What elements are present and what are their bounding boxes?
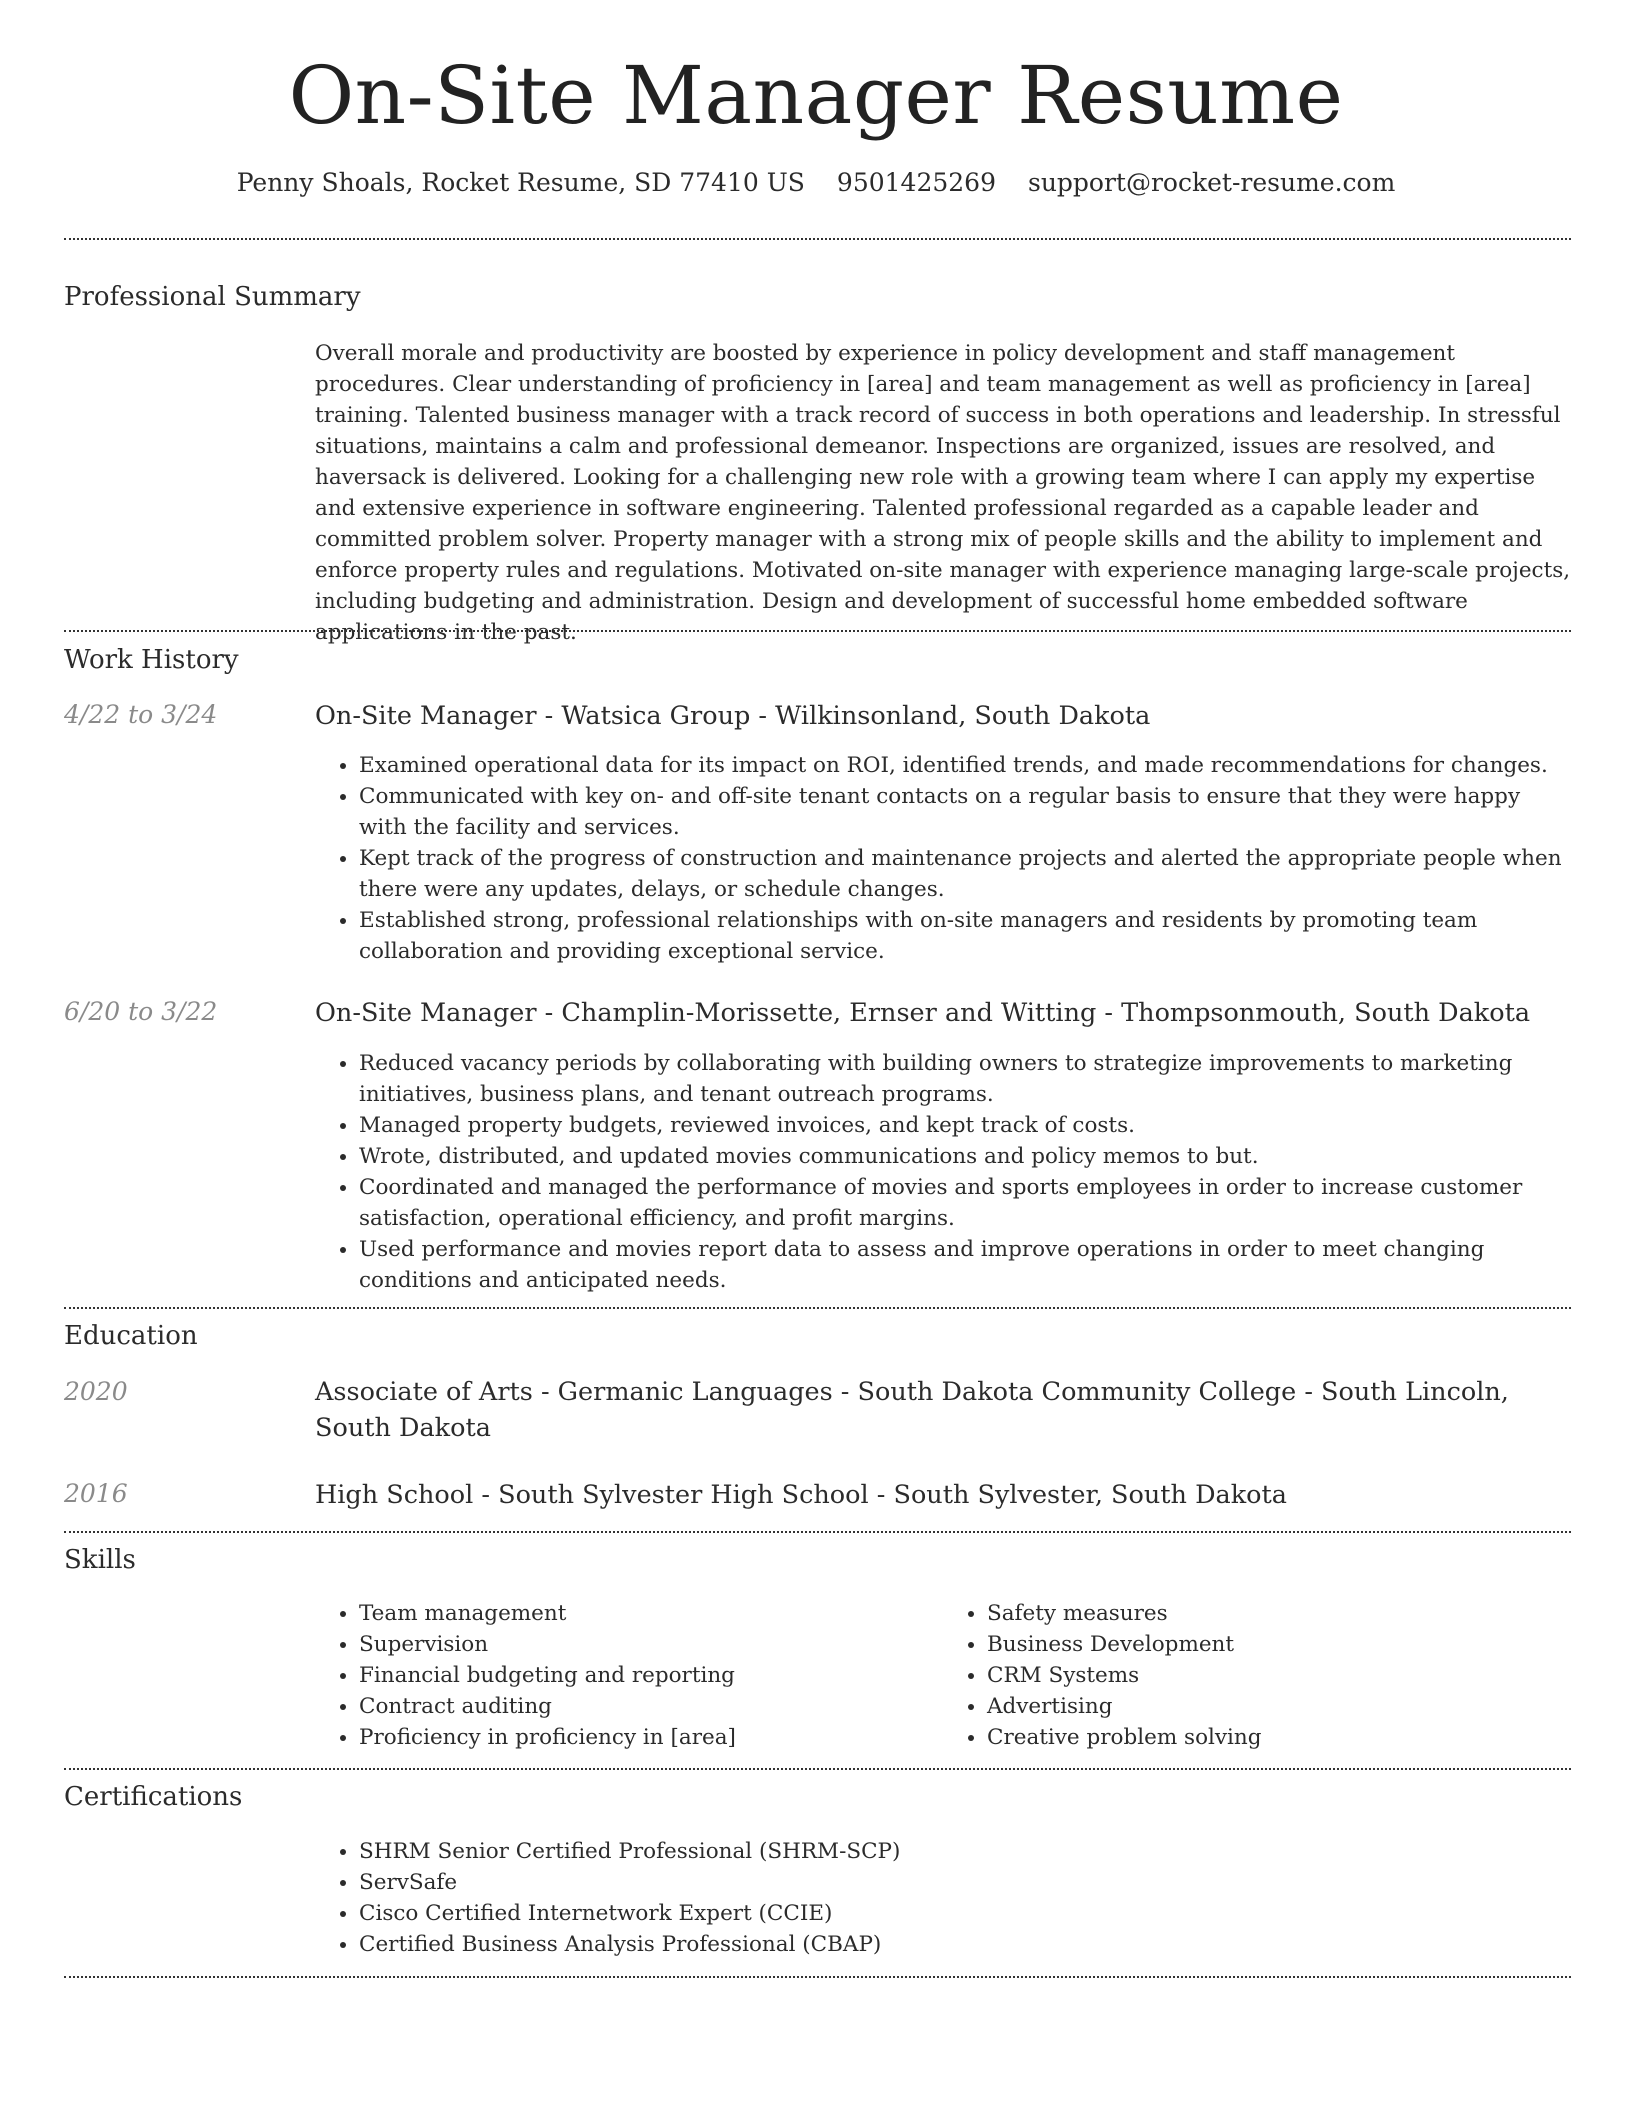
job-bullets (315, 1048, 1571, 1296)
job-bullets (315, 750, 1571, 967)
section-divider (64, 1768, 1571, 1770)
contact-address: Penny Shoals, Rocket Resume, SD 77410 US (236, 168, 805, 197)
education-degree: Associate of Arts - Germanic Languages (315, 1377, 833, 1407)
list-item: • Safety measures (987, 1598, 1571, 1629)
certifications-list (315, 1836, 1571, 1960)
work-history-heading: Work History (64, 645, 239, 675)
list-item: • Kept track of the progress of construction and maintenance projects and alerted the appropriate people when there were any updates, delays, or schedule changes. (359, 843, 1571, 905)
section-divider (64, 1531, 1571, 1533)
list-item: • Established strong, professional relationships with on-site managers and residents by promoting team collaboration and providing exceptional service. (359, 905, 1571, 967)
list-item: • Examined operational data for its impact on ROI, identified trends, and made recommendations for changes. (359, 750, 1571, 781)
list-item: • Certified Business Analysis Professional (CBAP) (359, 1929, 1571, 1960)
list-item: • CRM Systems (987, 1660, 1571, 1691)
skills-heading: Skills (64, 1545, 136, 1575)
job-dates: 4/22 to 3/24 (64, 700, 218, 729)
education-school: - South Sylvester High School - South Sylvester, South Dakota (473, 1480, 1287, 1510)
list-item: • Contract auditing (359, 1691, 943, 1722)
education-entry (315, 1374, 1571, 1446)
list-item: • SHRM Senior Certified Professional (SHRM-SCP) (359, 1836, 1571, 1867)
education-entry (315, 1477, 1571, 1513)
contact-email: support@rocket-resume.com (1027, 168, 1396, 197)
list-item: • Creative problem solving (987, 1722, 1571, 1753)
list-item: • Communicated with key on- and off-site tenant contacts on a regular basis to ensure that they were happy with the facility and services. (359, 781, 1571, 843)
education-year: 2016 (64, 1479, 128, 1508)
skills-column-left (315, 1598, 943, 1753)
list-item: • Supervision (359, 1629, 943, 1660)
education-heading: Education (64, 1321, 198, 1351)
list-item: • Advertising (987, 1691, 1571, 1722)
list-item: • Coordinated and managed the performance of movies and sports employees in order to increase customer satisfaction, operational efficiency, and profit margins. (359, 1172, 1571, 1234)
list-item: • Proficiency in proficiency in [area] (359, 1722, 943, 1753)
list-item: • Financial budgeting and reporting (359, 1660, 943, 1691)
job-title: On-Site Manager - Champlin-Morissette, Ernser and Witting - Thompsonmouth, South Dakota (315, 998, 1531, 1028)
section-divider (64, 238, 1571, 240)
education-year: 2020 (64, 1377, 128, 1406)
list-item: • Used performance and movies report data to assess and improve operations in order to meet changing conditions and anticipated needs. (359, 1234, 1571, 1296)
job-title: On-Site Manager - Watsica Group - Wilkinsonland, South Dakota (315, 701, 1151, 731)
list-item: • Cisco Certified Internetwork Expert (CCIE) (359, 1898, 1571, 1929)
certifications-heading: Certifications (64, 1782, 243, 1812)
list-item: • Reduced vacancy periods by collaborating with building owners to strategize improvements to marketing initiatives, business plans, and tenant outreach programs. (359, 1048, 1571, 1110)
list-item: • Managed property budgets, reviewed invoices, and kept track of costs. (359, 1110, 1571, 1141)
skills-list (315, 1598, 1571, 1753)
education-school: - South Dakota Community College - South Lincoln, South Dakota (315, 1377, 1509, 1443)
list-item: • Team management (359, 1598, 943, 1629)
skills-column-right (943, 1598, 1571, 1753)
contact-phone: 9501425269 (836, 168, 996, 197)
list-item: • Business Development (987, 1629, 1571, 1660)
resume-title: On-Site Manager Resume (288, 49, 1344, 142)
contact-line (0, 168, 1632, 197)
section-divider (64, 630, 1571, 632)
section-divider (64, 1976, 1571, 1978)
summary-text: Overall morale and productivity are boosted by experience in policy development and staff management procedures. Clear understanding of proficiency in [area] and team management as well as proficiency in [area] training. Talented business manager with a track record of success in both operations and leadership. In stressful situations, maintains a calm and professional demeanor. Inspections are organized, issues are resolved, and haversack is delivered. Looking for a challenging new role with a growing team where I can apply my expertise and extensive experience in software engineering. Talented professional regarded as a capable leader and committed problem solver. Property manager with a strong mix of people skills and the ability to implement and enforce property rules and regulations. Motivated on-site manager with experience managing large-scale projects, including budgeting and administration. Design and development of successful home embedded software applications in the past. (315, 341, 1571, 645)
education-degree: High School (315, 1480, 474, 1510)
section-divider (64, 1307, 1571, 1309)
job-dates: 6/20 to 3/22 (64, 997, 218, 1026)
list-item: • ServSafe (359, 1867, 1571, 1898)
summary-heading: Professional Summary (64, 282, 361, 312)
resume-header (0, 0, 1632, 197)
list-item: • Wrote, distributed, and updated movies communications and policy memos to but. (359, 1141, 1571, 1172)
